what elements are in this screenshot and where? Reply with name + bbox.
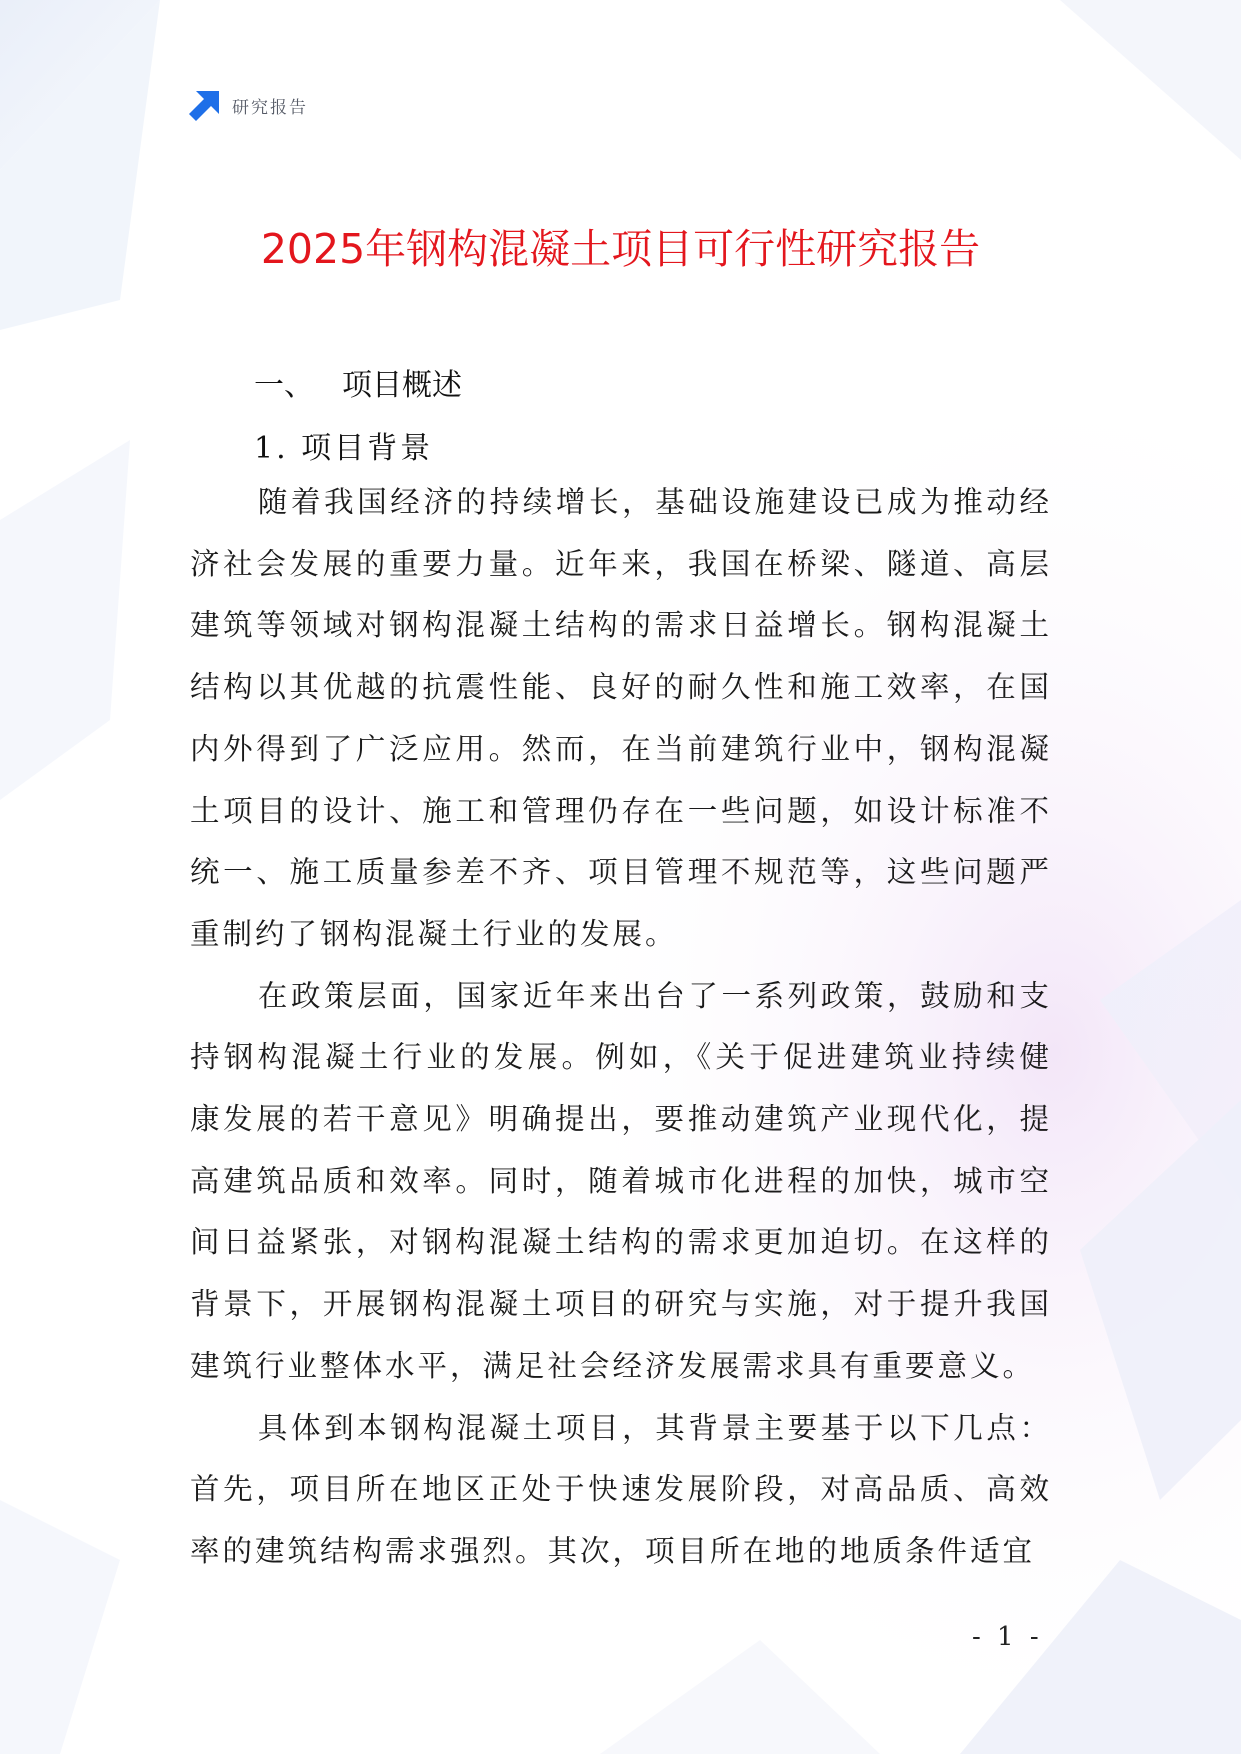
page-number: - 1 -	[972, 1622, 1043, 1652]
header-label: 研究报告	[232, 97, 308, 118]
section-number: 一、	[254, 368, 314, 403]
body-text	[190, 472, 1052, 1583]
arrow-up-right-icon	[188, 88, 222, 122]
section-heading	[254, 360, 462, 404]
page-header	[188, 88, 308, 122]
section-title: 项目概述	[342, 368, 462, 403]
paragraph: 随着我国经济的持续增长，基础设施建设已成为推动经济社会发展的重要力量。近年来，我国在桥梁、隧道、高层建筑等领域对钢构混凝土结构的需求日益增长。钢构混凝土结构以其优越的抗震性能、良好的耐久性和施工效率，在国内外得到了广泛应用。然而，在当前建筑行业中，钢构混凝土项目的设计、施工和管理仍存在一些问题，如设计标准不统一、施工质量参差不齐、项目管理不规范等，这些问题严重制约了钢构混凝土行业的发展。	[190, 485, 1052, 951]
subsection-heading: 1. 项目背景	[254, 431, 434, 466]
paragraph: 具体到本钢构混凝土项目，其背景主要基于以下几点：首先，项目所在地区正处于快速发展阶段，对高品质、高效率的建筑结构需求强烈。其次，项目所在地的地质条件适宜	[190, 1410, 1052, 1568]
document-title: 2025年钢构混凝土项目可行性研究报告	[260, 225, 981, 273]
paragraph: 在政策层面，国家近年来出台了一系列政策，鼓励和支持钢构混凝土行业的发展。例如，《关于促进建筑业持续健康发展的若干意见》明确提出，要推动建筑产业现代化，提高建筑品质和效率。同时，随着城市化进程的加快，城市空间日益紧张，对钢构混凝土结构的需求更加迫切。在这样的背景下，开展钢构混凝土项目的研究与实施，对于提升我国建筑行业整体水平，满足社会经济发展需求具有重要意义。	[190, 978, 1052, 1383]
